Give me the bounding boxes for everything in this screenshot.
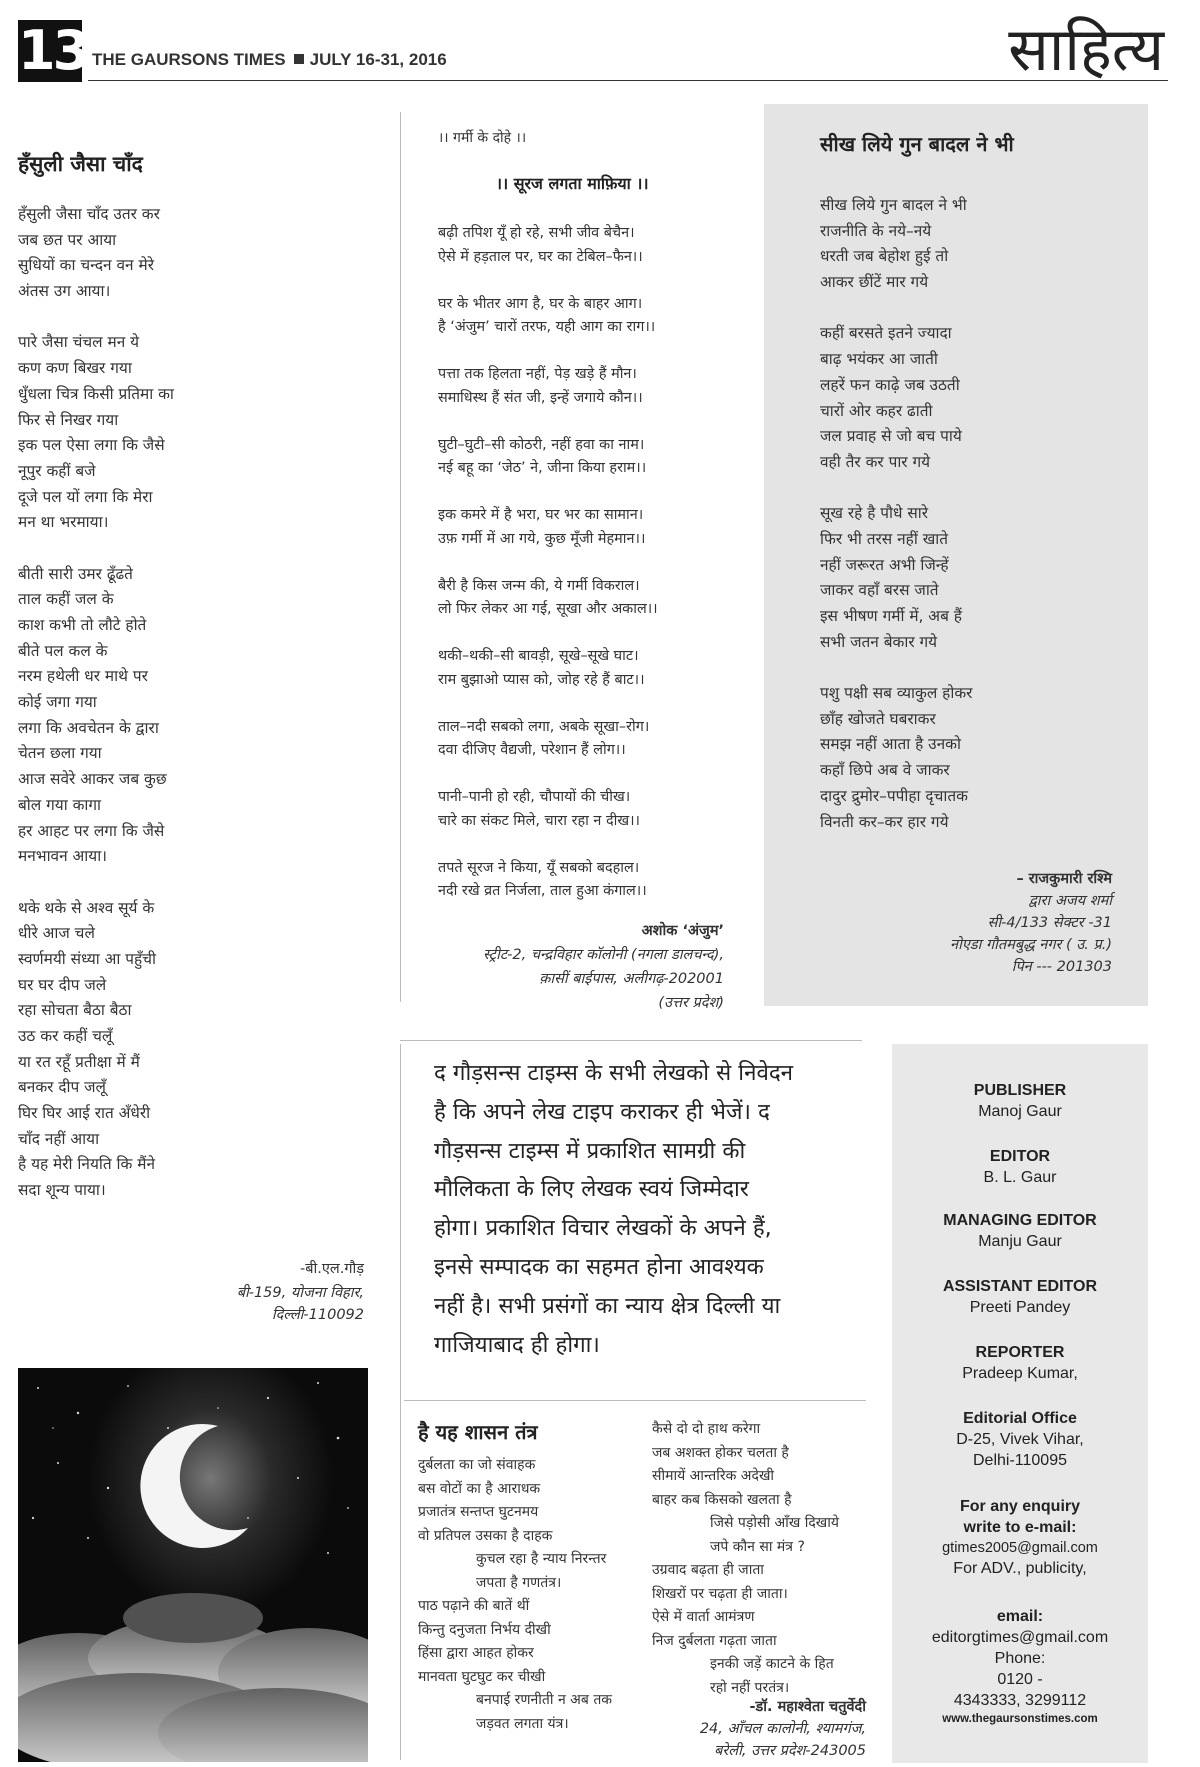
poem-line: चाँद नहीं आया [18,1129,100,1148]
poem-line: सूख रहे है पौधे सारे [820,504,929,523]
adv-line: For ADV., publicity, [953,1560,1087,1577]
poem-line: जिसे पड़ोसी आँख दिखाये [710,1515,840,1531]
poem-line: इनकी जड़ें काटने के हित [710,1656,834,1672]
poem-line: बाढ़ भयंकर आ जाती [820,350,938,369]
doha-line: नदी रखे व्रत निर्जला, ताल हुआ कंगाल।। [438,883,647,899]
poem4-column-1 [418,1454,648,1736]
column-divider [400,112,401,1002]
poem-line: आज सवेरे आकर जब कुछ [18,770,167,789]
poem-line: नरम हथेली धर माथे पर [18,667,148,686]
poem-line: घिर घिर आई रात अँधेरी [18,1104,151,1123]
poem1-author: -बी.एल.गौड़ [299,1261,364,1277]
poem-line: मन था भरमाया। [18,513,109,532]
poem-line: किन्तु दनुजता निर्भय दीखी [418,1621,551,1638]
enquiry-email[interactable]: gtimes2005@gmail.com [942,1540,1098,1556]
stanza-gap [438,622,758,646]
moon-night-illustration [18,1368,368,1762]
poem-line: सभी जतन बेकार गये [820,632,938,651]
poem-line: कण कण बिखर गया [18,359,132,378]
poem-line: नहीं जरूरत अभी जिन्हें [820,555,949,574]
notice-line: है कि अपने लेख टाइप कराकर ही भेजें। द [434,1098,770,1125]
poem-line: इस भीषण गर्मी में, अब हैं [820,607,962,625]
notice-line: नहीं है। सभी प्रसंगों का न्याय क्षेत्र दिल्ली या [434,1292,781,1319]
publication-name: THE GAURSONS TIMES [92,50,286,69]
stanza-gap [438,551,758,575]
stanza-gap [438,481,758,505]
poem-line: समझ नहीं आता है उनको [820,735,961,754]
stanza-gap [438,833,758,857]
poem1-address-2: दिल्ली-110092 [271,1307,364,1323]
poem-line: फिर से निखर गया [18,410,119,429]
poem-line: इक पल ऐसा लगा कि जैसे [18,436,165,455]
publisher-role: PUBLISHER [973,1082,1067,1099]
doha-line: पत्ता तक हिलता नहीं, पेड़ खड़े हैं मौन। [438,366,637,382]
poem-line: जाकर वहाँ बरस जाते [820,581,939,600]
doha-line: ताल–नदी सबको लगा, अबके सूखा–रोग। [438,718,650,735]
managing-editor-block [892,1210,1148,1252]
poem-line: ताल कहीं जल के [18,590,114,609]
poem2-author: अशोक ‘अंजुम’ [641,923,724,939]
poem-line: हर आहट पर लगा कि जैसे [18,821,165,840]
stanza-gap [18,305,388,331]
stanza-gap [438,269,758,293]
poem-line: बाहर कब किसको खलता है [652,1491,792,1508]
doha-line: दवा दीजिए वैद्यजी, परेशान हैं लोग।। [438,742,626,758]
assistant-editor-block [892,1276,1148,1318]
poem-line: बीते पल कल के [18,641,108,660]
doha-line: घर के भीतर आग है, घर के बाहर आग। [438,295,643,312]
section-divider [400,1040,862,1041]
issue-date: JULY 16-31, 2016 [309,50,447,69]
email-label: email: [996,1608,1044,1625]
notice-line: इनसे सम्पादक का सहमत होना आवश्यक [434,1253,764,1280]
column-divider [400,1044,401,1760]
poem-line: स्वर्णमयी संध्या आ पहुँची [18,949,156,968]
doha-line: पानी–पानी हो रही, चौपायों की चीख। [438,789,631,805]
section-title: साहित्य [1008,15,1164,85]
poem-line: कहीं बरसते इतने ज्यादा [820,324,952,343]
poem-line: ऐसे में वार्ता आमंत्रण [652,1609,755,1625]
poem-line: राजनीति के नये–नये [820,221,932,240]
editor-name: B. L. Gaur [983,1169,1057,1186]
poem-line: मनभावन आया। [18,847,108,866]
stanza-gap [18,870,388,896]
poem-line: काश कभी तो लौटे होते [18,616,147,634]
publisher-name: Manoj Gaur [978,1103,1062,1120]
poem-line: जपे कौन सा मंत्र ? [710,1538,805,1555]
contact-block [892,1606,1148,1727]
staff-box [892,1044,1148,1763]
poem4-column-2 [652,1418,862,1700]
phone-line-1: 0120 - [997,1671,1043,1688]
poem4-title: है यह शासन तंत्र [418,1420,538,1444]
masthead [92,50,447,70]
assistant-editor-role: ASSISTANT EDITOR [942,1278,1098,1295]
poem-line: सीमायें आन्तरिक अदेखी [652,1468,775,1484]
poem-line: मानवता घुटघुट कर चीखी [418,1668,546,1685]
poem-line: सीख लिये गुन बादल ने भी [820,196,967,214]
poem-line: रहो नहीं परतंत्र। [710,1679,790,1696]
stanza-gap [438,340,758,364]
poem-line: उठ कर कहीं चलूँ [18,1027,113,1045]
poem-line: जड़वत लगता यंत्र। [476,1715,569,1732]
stanza-gap [438,692,758,716]
poem1-address-1: बी-159, योजना विहार, [236,1285,364,1301]
phone-label: Phone: [994,1650,1046,1667]
enquiry-line-1: For any enquiry [959,1498,1081,1515]
poem3-address-1: द्वारा अजय शर्मा [1028,893,1112,909]
poem-line: पशु पक्षी सब व्याकुल होकर [820,684,973,703]
managing-editor-role: MANAGING EDITOR [943,1212,1097,1229]
enquiry-block [892,1496,1148,1579]
poem-line: पारे जैसा चंचल मन ये [18,333,140,352]
poem-line: धीरे आज चले [18,924,95,943]
poem4-address-1: 24, आँचल कालोनी, श्यामगंज, [699,1721,866,1737]
office-address-2: Delhi-110095 [973,1452,1067,1469]
stanza-gap [438,763,758,787]
assistant-editor-name: Preeti Pandey [969,1299,1071,1316]
poem-line: सुधियों का चन्दन वन मेरे [18,256,154,275]
doha-line: ऐसे में हड़ताल पर, घर का टेबिल–फैन।। [438,248,643,265]
poem-line: धुँधला चित्र किसी प्रतिमा का [18,384,174,403]
poem-line: सदा शून्य पाया। [18,1181,106,1200]
poem4-author: -डॉ. महाश्वेता चतुर्वेदी [749,1699,866,1715]
poem-line: घर घर दीप जले [18,975,107,994]
poem-line: रहा सोचता बैठा बैठा [18,1001,132,1020]
poem2-title: ।। सूरज लगता माफ़िया ।। [496,174,649,193]
poem-line: अंतस उग आया। [18,282,111,301]
doha-line: नई बहू का ‘जेठ’ ने, जीना किया हराम।। [438,460,647,476]
poem-line: आकर छींटें मार गये [820,273,929,292]
poem2-address-1: स्ट्रीट-2, चन्द्रविहार कॉलोनी (नगला डालचन्द), [483,947,724,963]
poem3-address-4: पिन --- 201303 [1011,959,1112,975]
editor-email[interactable]: editorgtimes@gmail.com [931,1629,1109,1646]
poem3-author: – राजकुमारी रश्मि [1016,871,1112,887]
poem-line: जब छत पर आया [18,230,117,249]
doha-line: बैरी है किस जन्म की, ये गर्मी विकराल। [438,577,640,594]
poem-line: कहाँ छिपे अब वे जाकर [820,761,950,780]
stanza-gap [18,536,388,562]
doha-line: थकी–थकी–सी बावड़ी, सूखे–सूखे घाट। [438,648,639,664]
poem-line: बस वोटों का है आराधक [418,1480,541,1497]
poem2-body [438,222,758,904]
poem-line: चेतन छला गया [18,744,102,763]
notice-line: गौड़सन्स टाइम्स में प्रकाशित सामग्री की [434,1137,746,1164]
poem2-address-2: क़ासीं बाईपास, अलीगढ़-202001 [539,971,724,987]
doha-line: लो फिर लेकर आ गई, सूखा और अकाल।। [438,601,658,617]
poem1-body [18,202,388,1204]
poem-line: लहरें फन काढ़े जब उठती [820,375,960,394]
contributor-notice [434,1054,854,1364]
poem4-address-2: बरेली, उत्तर प्रदेश-243005 [714,1743,866,1759]
editorial-office-label: Editorial Office [963,1410,1077,1427]
stanza-gap [820,296,1120,322]
poem3-address-3: नोएडा गौतमबुद्ध नगर ( उ. प्र.) [950,937,1112,953]
poem-line: जपता है गणतंत्र। [476,1574,562,1591]
stanza-gap [438,410,758,434]
poem-line: दुर्बलता का जो संवाहक [418,1457,536,1473]
phone-line-2: 4343333, 3299112 [953,1692,1087,1709]
poem-line: विनती कर–कर हार गये [820,812,949,831]
stanza-gap [820,476,1120,502]
doha-line: चारे का संकट मिले, चारा रहा न दीख।। [438,812,641,829]
poem-line: फिर भी तरस नहीं खाते [820,529,949,548]
stanza-gap [820,655,1120,681]
editor-role: EDITOR [989,1148,1051,1165]
poem-line: थके थके से अश्व सूर्य के [18,898,155,917]
reporter-name: Pradeep Kumar, [962,1365,1078,1382]
poem-line: नूपुर कहीं बजे [18,461,96,480]
notice-line: मौलिकता के लिए लेखक स्वयं जिम्मेदार [434,1176,749,1203]
doha-line: है ‘अंजुम’ चारों तरफ, यही आग का राग।। [438,319,656,335]
poem-line: वही तैर कर पार गये [820,452,931,471]
poem-line: धरती जब बेहोश हुई तो [820,247,949,266]
poem-line: जल प्रवाह से जो बच पाये [820,427,962,446]
poem-line: लगा कि अवचेतन के द्वारा [18,718,159,737]
doha-line: इक कमरे में है भरा, घर भर का सामान। [438,507,644,523]
poem-line: जब अशक्त होकर चलता है [652,1444,789,1461]
poem-line: बीती सारी उमर ढूँढते [18,564,133,583]
poem-line: दूजे पल यों लगा कि मेरा [18,487,153,506]
poem-line: छाँह खोजते घबराकर [820,709,936,728]
poem-line: हिंसा द्वारा आहत होकर [418,1645,534,1661]
notice-line: द गौड़सन्स टाइम्स के सभी लेखको से निवेदन [434,1060,794,1086]
poem-line: बनपाई रणनीती न अब तक [476,1692,613,1708]
managing-editor-name: Manju Gaur [978,1233,1062,1250]
poem-line: शिखरों पर चढ़ता ही जाता। [652,1585,788,1602]
poem-line: निज दुर्बलता गढ़ता जाता [652,1632,777,1649]
poem-line: हँसुली जैसा चाँद उतर कर [18,205,160,223]
header-rule [88,80,1168,81]
poem3-address-2: सी-4/133 सेक्टर -31 [987,915,1112,931]
notice-line: होगा। प्रकाशित विचार लेखकों के अपने हैं, [434,1215,772,1242]
poem-line: है यह मेरी नियति कि मैंने [18,1155,155,1174]
poem-line: वो प्रतिपल उसका है दाहक [418,1527,553,1544]
website-link[interactable]: www.thegaursonstimes.com [942,1713,1098,1725]
page-number: 13 [18,19,88,82]
editor-block [892,1146,1148,1188]
notice-line: गाजियाबाद ही होगा। [434,1331,600,1358]
publisher-block [892,1080,1148,1122]
doha-line: तपते सूरज ने किया, यूँ सबको बदहाल। [438,859,640,876]
poem3-body [820,193,1120,835]
poem-line: या रत रहूँ प्रतीक्षा में मैं [18,1052,140,1071]
doha-line: समाधिस्थ हैं संत जी, इन्हें जगाये कौन।। [438,389,643,406]
doha-line: बढ़ी तपिश यूँ हो रहे, सभी जीव बेचैन। [438,225,635,241]
doha-line: घुटी–घुटी–सी कोठरी, नहीं हवा का नाम। [438,436,645,453]
poem-line: बोल गया कागा [18,795,102,814]
poem-line: कोई जगा गया [18,693,97,712]
poem-line: उग्रवाद बढ़ता ही जाता [652,1562,764,1578]
poem-line: बनकर दीप जलूँ [18,1078,106,1097]
reporter-block [892,1342,1148,1384]
enquiry-line-2: write to e-mail: [963,1519,1077,1536]
poem-line: दादुर द्रुमोर–पपीहा दृचातक [820,786,968,805]
poem-line: प्रजातंत्र सन्तप्त घुटनमय [418,1504,539,1520]
poem-line: कैसे दो दो हाथ करेगा [652,1421,761,1437]
office-address-1: D-25, Vivek Vihar, [956,1431,1084,1448]
square-bullet-icon [294,54,304,64]
poem-line: चारों ओर कहर ढाती [820,401,933,420]
section-divider [404,1400,866,1401]
poem2-address-3: (उत्तर प्रदेश) [658,995,724,1011]
editorial-office-block [892,1408,1148,1471]
doha-line: राम बुझाओ प्यास को, जोह रहे हैं बाट।। [438,671,645,688]
reporter-role: REPORTER [975,1344,1065,1361]
doha-line: उफ़ गर्मी में आ गये, कुछ मूँजी मेहमान।। [438,530,646,547]
poem-line: पाठ पढ़ाने की बातें थीं [418,1598,530,1614]
poem-line: कुचल रहा है न्याय निरन्तर [476,1551,607,1567]
poem2-heading: ।। गर्मी के दोहे ।। [438,130,527,146]
poem3-title: सीख लिये गुन बादल ने भी [820,132,1014,156]
poem1-title: हँसुली जैसा चाँद [18,152,143,176]
